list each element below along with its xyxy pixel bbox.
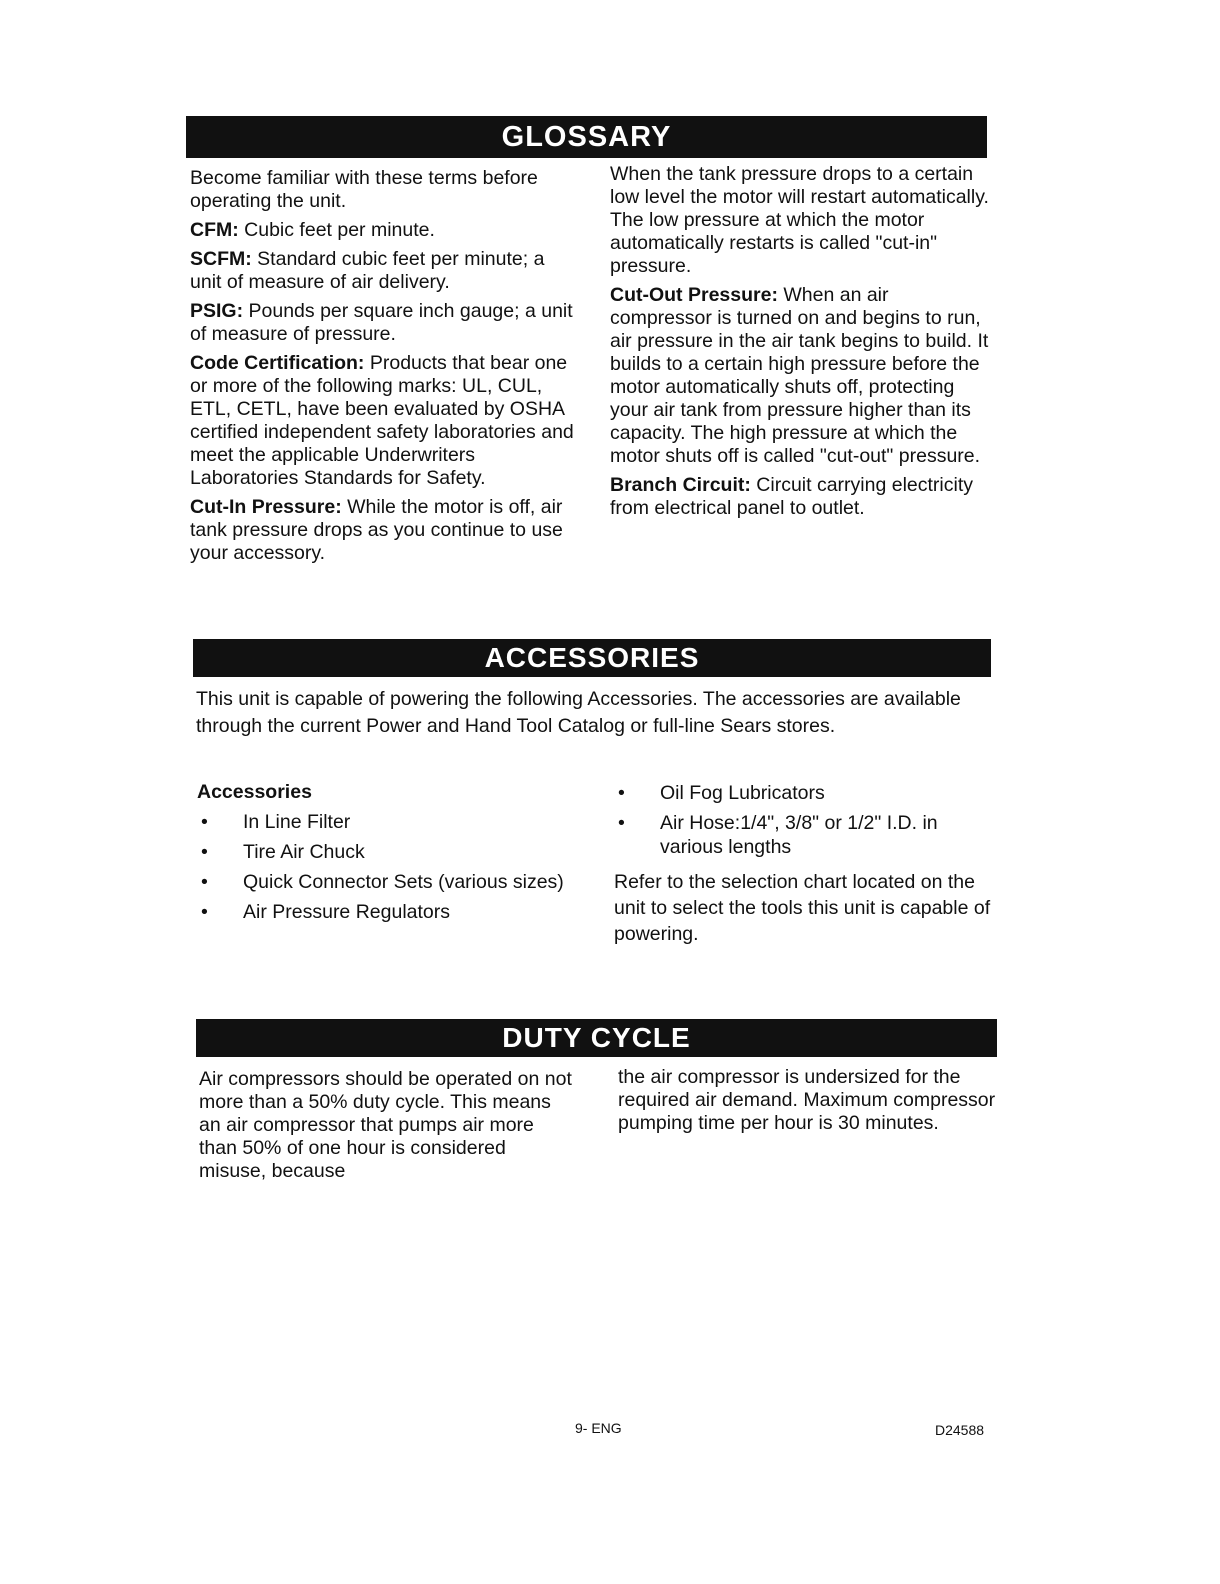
glossary-term-scfm: SCFM: Standard cubic feet per minute; a unit of measure of air delivery. bbox=[190, 248, 545, 293]
accessories-right-column bbox=[614, 781, 999, 947]
accessories-left-column bbox=[197, 781, 577, 930]
glossary-term-code-certification: Code Certification: Products that bear one or more of the following marks: UL, CUL, ETL, CETL, have been evaluated by OSHA certified independent safety laboratories and meet the applicable Underwriters Laboratories Standards for Safety. bbox=[190, 352, 574, 489]
list-item: • Oil Fog Lubricators bbox=[614, 781, 999, 805]
glossary-left-column bbox=[190, 167, 575, 571]
glossary-cut-in-continued: When the tank pressure drops to a certain low level the motor will restart automatically. The low pressure at which the motor automatically restarts is called "cut-in" pressure. bbox=[610, 163, 989, 277]
glossary-term-psig: PSIG: Pounds per square inch gauge; a unit of measure of pressure. bbox=[190, 300, 573, 345]
glossary-term-cfm: CFM: Cubic feet per minute. bbox=[190, 219, 435, 241]
page-number: 9- ENG bbox=[575, 1420, 622, 1436]
glossary-term-branch-circuit: Branch Circuit: Circuit carrying electricity from electrical panel to outlet. bbox=[610, 474, 973, 519]
duty-cycle-heading: DUTY CYCLE bbox=[502, 1022, 691, 1053]
duty-cycle-right-column: the air compressor is undersized for the required air demand. Maximum compressor pumping time per hour is 30 minutes. bbox=[618, 1066, 996, 1134]
accessories-list-right bbox=[614, 781, 999, 859]
accessories-intro: This unit is capable of powering the following Accessories. The accessories are available through the current Power and Hand Tool Catalog or full-line Sears stores. bbox=[196, 688, 961, 737]
list-item: • Air Hose:1/4", 3/8" or 1/2" I.D. in various lengths bbox=[614, 811, 999, 859]
glossary-heading: GLOSSARY bbox=[501, 121, 672, 153]
accessories-refer-note: Refer to the selection chart located on the unit to select the tools this unit is capable of powering. bbox=[614, 871, 991, 945]
list-item: • In Line Filter bbox=[197, 810, 577, 834]
accessories-banner bbox=[193, 639, 991, 677]
glossary-banner bbox=[186, 116, 987, 158]
duty-cycle-banner bbox=[196, 1019, 997, 1057]
list-item: • Air Pressure Regulators bbox=[197, 900, 577, 924]
glossary-right-column bbox=[610, 163, 995, 526]
glossary-intro: Become familiar with these terms before operating the unit. bbox=[190, 167, 538, 212]
document-code: D24588 bbox=[935, 1422, 985, 1438]
accessories-list-left bbox=[197, 810, 577, 924]
accessories-heading: ACCESSORIES bbox=[484, 642, 700, 673]
glossary-term-cut-in: Cut-In Pressure: While the motor is off, air tank pressure drops as you continue to use your accessory. bbox=[190, 496, 563, 564]
duty-cycle-left-column: Air compressors should be operated on not more than a 50% duty cycle. This means an air compressor that pumps air more than 50% of one hour is considered misuse, because bbox=[199, 1068, 572, 1182]
accessories-subheading: Accessories bbox=[197, 781, 312, 803]
list-item: • Tire Air Chuck bbox=[197, 840, 577, 864]
list-item: • Quick Connector Sets (various sizes) bbox=[197, 870, 577, 894]
glossary-term-cut-out: Cut-Out Pressure: When an air compressor is turned on and begins to run, air pressure in the air tank begins to build. It builds to a certain high pressure before the motor automatically shuts off, protecting your air tank from pressure higher than its capacity. The high pressure at which the motor shuts off is called "cut-out" pressure. bbox=[610, 284, 989, 467]
